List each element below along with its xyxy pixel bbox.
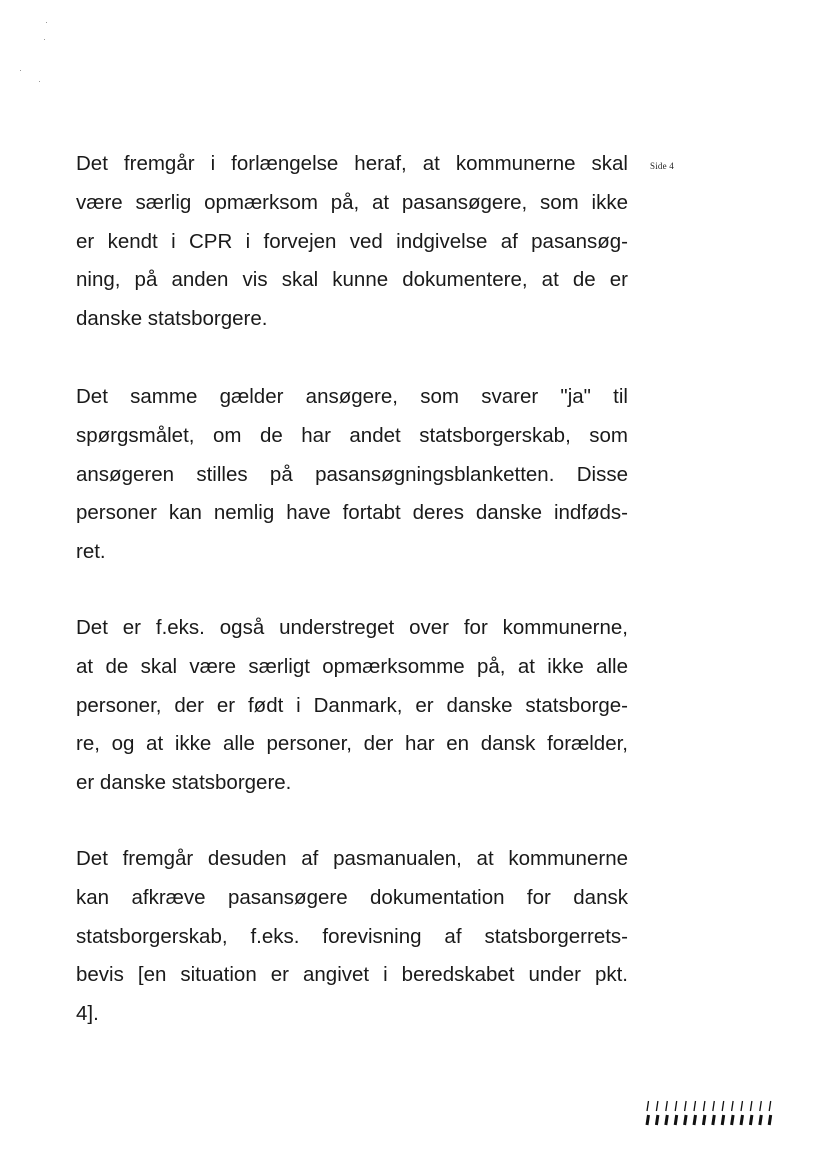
barcode-stroke [694,1115,696,1125]
paragraph-3 [76,609,628,803]
scan-speck [46,22,47,23]
barcode-stroke [713,1101,715,1111]
barcode-stroke [741,1101,743,1111]
paragraph-2 [76,378,628,572]
text-line: personer, der er født i Danmark, er danske statsborge- [76,693,628,717]
paragraph-4 [76,840,628,1034]
text-line: re, og at ikke alle personer, der har en dansk forælder, [76,732,628,756]
barcode-stroke [647,1101,649,1111]
text-line: Det er f.eks. også understreget over for kommunerne, [76,616,628,639]
barcode-stroke [760,1101,762,1111]
barcode-stroke [750,1101,752,1111]
page-number-label: Side 4 [650,161,674,171]
text-line: Det fremgår desuden af pasmanualen, at kommunerne [76,847,628,870]
text-line: ning, på anden vis skal kunne dokumentere, at de er [76,268,628,292]
text-line: spørgsmålet, om de har andet statsborgerskab, som [76,423,628,447]
barcode-stroke [675,1101,677,1111]
barcode-stroke [685,1101,687,1111]
barcode-stroke [732,1115,734,1125]
text-line: ret. [76,540,106,564]
barcode-stroke [666,1101,668,1111]
barcode-stroke [675,1115,677,1125]
scan-speck [44,39,45,40]
text-line: at de skal være særligt opmærksomme på, at ikke alle [76,654,628,678]
barcode-stroke [685,1115,687,1125]
text-line: bevis [en situation er angivet i beredskabet under pkt. [76,963,628,987]
barcode-stroke [656,1101,658,1111]
barcode-stroke [760,1115,762,1125]
barcode-stroke [647,1115,649,1125]
text-line: statsborgerskab, f.eks. forevisning af statsborgerrets- [76,924,628,948]
text-line: ansøgeren stilles på pasansøgningsblanketten. Disse [76,462,628,486]
text-line: kan afkræve pasansøgere dokumentation for dansk [76,885,628,909]
paragraph-1 [76,145,628,339]
text-line: er kendt i CPR i forvejen ved indgivelse af pasansøg- [76,229,628,253]
barcode-icon [644,1100,779,1127]
barcode-stroke [694,1101,696,1111]
text-line: danske statsborgere. [76,307,268,331]
barcode-stroke [703,1115,705,1125]
text-line: 4]. [76,1002,99,1026]
text-line: Det fremgår i forlængelse heraf, at kommunerne skal [76,152,628,175]
barcode-stroke [732,1101,734,1111]
barcode-stroke [769,1115,771,1125]
text-line: personer kan nemlig have fortabt deres danske indføds- [76,501,628,525]
text-line: Det samme gælder ansøgere, som svarer "ja" til [76,385,628,408]
text-line: være særlig opmærksom på, at pasansøgere, som ikke [76,190,628,214]
barcode-stroke [750,1115,752,1125]
barcode-stroke [703,1101,705,1111]
barcode-stroke [656,1115,658,1125]
scan-speck [39,81,40,82]
barcode-stroke [666,1115,668,1125]
barcode-stroke [713,1115,715,1125]
text-line: er danske statsborgere. [76,771,292,795]
scan-speck [20,70,21,71]
barcode-stroke [722,1115,724,1125]
barcode-stroke [741,1115,743,1125]
barcode-stroke [769,1101,771,1111]
barcode-stroke [722,1101,724,1111]
